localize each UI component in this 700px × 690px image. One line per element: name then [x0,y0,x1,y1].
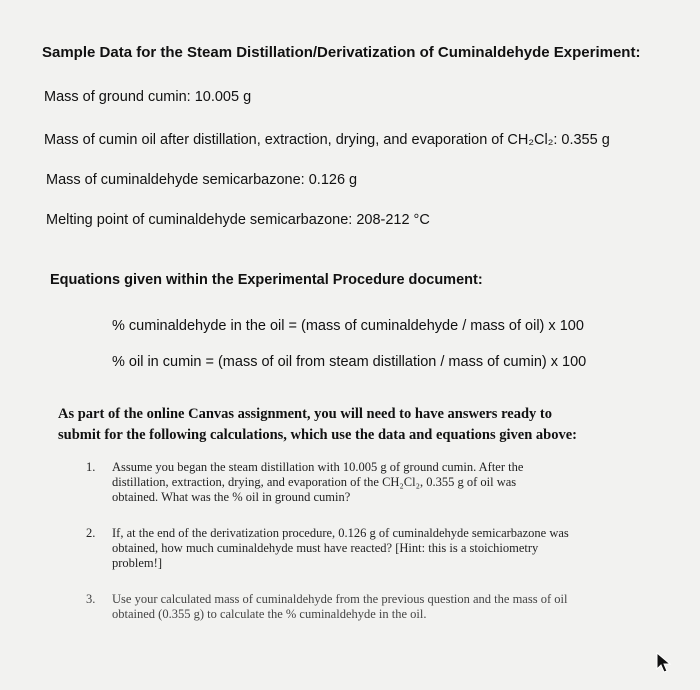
question-line: If, at the end of the derivatization procedure, 0.126 g of cuminaldehyde semicarbazone was [112,526,569,540]
mouse-cursor-icon [656,652,672,679]
question-line: obtained, how much cuminaldehyde must have reacted? [Hint: this is a stoichiometry [112,541,539,555]
equations-heading: Equations given within the Experimental Procedure document: [50,272,483,288]
document-title: Sample Data for the Steam Distillation/Derivatization of Cuminaldehyde Experiment: [42,44,641,61]
question-line: distillation, extraction, drying, and evaporation of the CH₂Cl₂, 0.355 g of oil was [112,475,517,489]
question-line: Assume you began the steam distillation with 10.005 g of ground cumin. After the [112,460,524,474]
question-number: 1. [86,460,96,474]
data-line-cumin-mass: Mass of ground cumin: 10.005 g [44,89,252,105]
question-line: Use your calculated mass of cuminaldehyde from the previous question and the mass of oil [112,592,568,606]
data-line-oil-mass: Mass of cumin oil after distillation, extraction, drying, and evaporation of CH₂Cl₂: 0.355 g [44,132,610,148]
question-number: 3. [86,592,96,606]
question-line: problem!] [112,556,162,570]
question-line: obtained (0.355 g) to calculate the % cuminaldehyde in the oil. [112,607,427,621]
data-line-melting-point: Melting point of cuminaldehyde semicarbazone: 208-212 °C [46,212,430,228]
assignment-line-2: submit for the following calculations, which use the data and equations given above: [58,427,577,443]
question-line: obtained. What was the % oil in ground cumin? [112,490,351,504]
data-line-semicarbazone-mass: Mass of cuminaldehyde semicarbazone: 0.126 g [46,172,358,188]
assignment-line-1: As part of the online Canvas assignment, you will need to have answers ready to [58,406,552,422]
equation-oil-percent: % oil in cumin = (mass of oil from steam distillation / mass of cumin) x 100 [112,354,587,370]
question-number: 2. [86,526,96,540]
equation-cuminaldehyde-percent: % cuminaldehyde in the oil = (mass of cuminaldehyde / mass of oil) x 100 [112,318,584,334]
